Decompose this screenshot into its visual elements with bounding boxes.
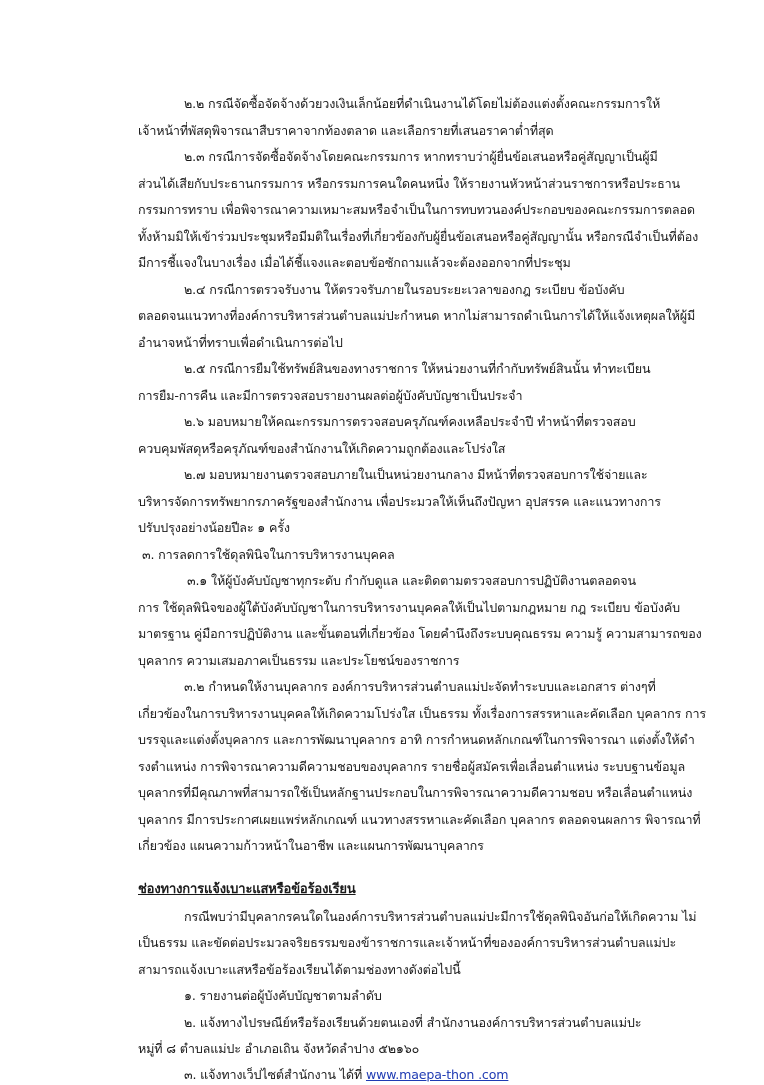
text-line: สามารถแจ้งเบาะแสหรือข้อร้องเรียนได้ตามช่องทางดังต่อไปนี้ (138, 962, 461, 977)
text-line: บุคลากร มีการประกาศเผยแพร่หลักเกณฑ์ แนวทางสรรหาและคัดเลือก บุคลากร ตลอดจนผลการ พิจารณาที่ (138, 812, 701, 827)
text-line: กรรมการทราบ เพื่อพิจารณาความเหมาะสมหรือจำเป็นในการทบทวนองค์ประกอบของคณะกรรมการตลอด (138, 202, 695, 217)
website-channel-item (184, 1065, 508, 1085)
text-line: ส่วนได้เสียกับประธานกรรมการ หรือกรรมการคนใดคนหนึ่ง ให้รายงานหัวหน้าส่วนราชการหรือประธาน (138, 176, 681, 191)
website-link[interactable]: www.maepa-thon .com (365, 1067, 509, 1082)
text-line: ทั้งห้ามมิให้เข้าร่วมประชุมหรือมีมติในเรื่องที่เกี่ยวข้องกับผู้ยื่นข้อเสนอหรือคู่สัญญานั้น หรือกรณีจำเป็นที่ต้อง (138, 229, 699, 244)
text-line: ๒.๗ มอบหมายงานตรวจสอบภายในเป็นหน่วยงานกลาง มีหน้าที่ตรวจสอบการใช้จ่ายและ (184, 467, 648, 482)
text-line: ๓.๒ กำหนดให้งานบุคลากร องค์การบริหารส่วนตำบลแม่ปะจัดทำระบบและเอกสาร ต่างๆที่ (184, 679, 656, 694)
text-line: ๒.๕ กรณีการยืมใช้ทรัพย์สินของทางราชการ ให้หน่วยงานที่กำกับทรัพย์สินนั้น ทำทะเบียน (184, 361, 651, 376)
text-line: มีการชี้แจงในบางเรื่อง เมื่อได้ชี้แจงและตอบข้อซักถามแล้วจะต้องออกจากที่ประชุม (138, 255, 571, 270)
text-line: การยืม-การคืน และมีการตรวจสอบรายงานผลต่อผู้บังคับบัญชาเป็นประจำ (138, 388, 523, 403)
text-line: บุคลากรที่มีคุณภาพที่สามารถใช้เป็นหลักฐานประกอบในการพิจารณาความดีความชอบ หรือเลื่อนตำแหน่ง (138, 785, 693, 800)
text-line: ๒. แจ้งทางไปรษณีย์หรือร้องเรียนด้วยตนเองที่ สำนักงานองค์การบริหารส่วนตำบลแม่ปะ (184, 1015, 642, 1030)
text-line: ๒.๖ มอบหมายให้คณะกรรมการตรวจสอบครุภัณฑ์คงเหลือประจำปี ทำหน้าที่ตรวจสอบ (184, 414, 636, 429)
text-line: กรณีพบว่ามีบุคลากรคนใดในองค์การบริหารส่วนตำบลแม่ปะมีการใช้ดุลพินิจอันก่อให้เกิดความ ไม่ (184, 909, 697, 924)
text-line: เกี่ยวข้อง แผนความก้าวหน้าในอาชีพ และแผนการพัฒนาบุคลากร (138, 838, 484, 853)
text-line: ตลอดจนแนวทางที่องค์การบริหารส่วนตำบลแม่ปะกำหนด หากไม่สามารถดำเนินการได้ให้แจ้งเหตุผลให้ผู้มี (138, 308, 696, 323)
text-line: เกี่ยวข้องในการบริหารงานบุคคลให้เกิดความโปร่งใส เป็นธรรม ทั้งเรื่องการสรรหาและคัดเลือก บุคลากร การ (138, 706, 707, 721)
text-line: อำนาจหน้าที่ทราบเพื่อดำเนินการต่อไป (138, 335, 343, 350)
text-line: รงตำแหน่ง การพิจารณาความดีความชอบของบุคลากร รายชื่อผู้สมัครเพื่อเลื่อนตำแหน่ง ระบบฐานข้อมูล (138, 759, 686, 774)
text-line: เป็นธรรม และขัดต่อประมวลจริยธรรมของข้าราชการและเจ้าหน้าที่ขององค์การบริหารส่วนตำบลแม่ปะ (138, 935, 677, 950)
text-line: ๑. รายงานต่อผู้บังคับบัญชาตามลำดับ (184, 988, 382, 1003)
text-line: บริหารจัดการทรัพยากรภาครัฐของสำนักงาน เพื่อประมวลให้เห็นถึงปัญหา อุปสรรค และแนวทางการ (138, 494, 661, 509)
text-line: ๒.๔ กรณีการตรวจรับงาน ให้ตรวจรับภายในรอบระยะเวลาของกฎ ระเบียบ ข้อบังคับ (184, 282, 625, 297)
text-line: ควบคุมพัสดุหรือครุภัณฑ์ของสำนักงานให้เกิดความถูกต้องและโปร่งใส (138, 441, 506, 456)
text-line: ๒.๓ กรณีการจัดซื้อจัดจ้างโดยคณะกรรมการ หากทราบว่าผู้ยื่นข้อเสนอหรือคู่สัญญาเป็นผู้มี (184, 149, 658, 164)
complaint-channels-heading: ช่องทางการแจ้งเบาะแสหรือข้อร้องเรียน (138, 882, 356, 897)
text-line: บรรจุและแต่งตั้งบุคลากร และการพัฒนาบุคลากร อาทิ การกำหนดหลักเกณฑ์ในการพิจารณา แต่งตั้งให้ดำ (138, 732, 695, 747)
text-line: ๓.๑ ให้ผู้บังคับบัญชาทุกระดับ กำกับดูแล และติดตามตรวจสอบการปฏิบัติงานตลอดจน (187, 573, 636, 588)
text-line: ปรับปรุงอย่างน้อยปีละ ๑ ครั้ง (138, 520, 290, 535)
text-line: มาตรฐาน คู่มือการปฏิบัติงาน และขั้นตอนที่เกี่ยวข้อง โดยคำนึงถึงระบบคุณธรรม ความรู้ ความสามารถของ (138, 626, 702, 641)
text-line: เจ้าหน้าที่พัสดุพิจารณาสืบราคาจากท้องตลาด และเลือกรายที่เสนอราคาต่ำที่สุด (138, 123, 554, 138)
text-line: บุคลากร ความเสมอภาคเป็นธรรม และประโยชน์ของราชการ (138, 653, 460, 668)
text-line: ๒.๒ กรณีจัดซื้อจัดจ้างด้วยวงเงินเล็กน้อยที่ดำเนินงานได้โดยไม่ต้องแต่งตั้งคณะกรรมการให้ (184, 96, 661, 111)
text-line: หมู่ที่ ๘ ตำบลแม่ปะ อำเภอเถิน จังหวัดลำปาง ๕๒๑๖๐ (138, 1041, 420, 1056)
website-channel-label: ๓. แจ้งทางเว็ปไซต์สำนักงาน ได้ที่ (184, 1067, 366, 1082)
text-line: การ ใช้ดุลพินิจของผู้ใต้บังคับบัญชาในการบริหารงานบุคคลให้เป็นไปตามกฎหมาย กฎ ระเบียบ ข้อบังคับ (138, 600, 680, 615)
text-line: ๓. การลดการใช้ดุลพินิจในการบริหารงานบุคคล (142, 547, 395, 562)
